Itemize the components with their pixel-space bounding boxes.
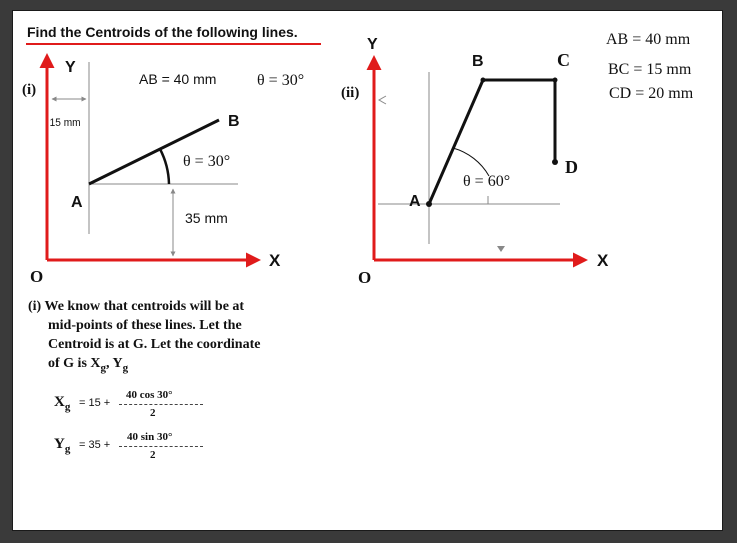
d1-given-theta: θ = 30° [257, 72, 305, 89]
d2-small-arrow-down [497, 246, 505, 252]
page-title: Find the Centroids of the following lines. [27, 24, 298, 40]
d2-point-a: A [409, 193, 421, 210]
d1-angle-arc [160, 149, 169, 184]
d2-small-arrow-left [379, 96, 386, 104]
solution-paragraph [28, 297, 318, 378]
d2-angle-label: θ = 60° [463, 173, 511, 190]
xg-denominator: 2 [150, 407, 156, 419]
d1-x-label: X [269, 251, 281, 270]
yg-denominator: 2 [150, 449, 156, 461]
d2-point-c: C [557, 50, 570, 70]
d2-angle-arc [453, 148, 489, 176]
d1-angle-label: θ = 30° [183, 153, 231, 170]
d2-point-b: B [472, 53, 484, 70]
d2-point-c-dot [553, 78, 558, 83]
xg-fraction-bar [119, 404, 203, 405]
solution-line-4 [28, 354, 318, 378]
solution-line-4-sub-2: g [122, 361, 129, 374]
xg-variable: $X_g$ [54, 394, 71, 413]
xg-numerator: 40 cos 30° [126, 389, 173, 401]
solution-line-4-prefix: of G is X [48, 356, 101, 371]
solution-line-4-sep: , Y [106, 356, 123, 371]
d1-origin-label: O [30, 267, 44, 286]
d2-given-bc: BC = 15 mm [608, 61, 692, 78]
diagram-2 [374, 58, 585, 260]
d1-given-ab: AB = 40 mm [139, 71, 217, 87]
d2-point-b-dot [481, 78, 486, 83]
d1-offset-x-label: 15 mm [49, 116, 81, 130]
yg-prefix: = 35 + [79, 439, 111, 451]
yg-fraction-bar [119, 446, 203, 447]
d1-y-label: Y [65, 59, 76, 76]
d1-line-ab [89, 120, 219, 184]
yg-numerator: 40 sin 30° [127, 431, 173, 443]
solution-line-1: (i) We know that centroids will be at [28, 299, 245, 314]
d1-point-a: A [71, 194, 83, 211]
d2-given-ab: AB = 40 mm [606, 31, 691, 48]
d2-label: (ii) [341, 85, 360, 101]
d1-offset-y-label: 35 mm [185, 210, 228, 226]
solution-line-4-sub-1: g [100, 361, 106, 374]
d2-origin-label: O [358, 268, 372, 287]
solution-line-2: mid-points of these lines. Let the [48, 318, 242, 333]
solution-line-3: Centroid is at G. Let the coordinate [48, 337, 261, 352]
d2-given-cd: CD = 20 mm [609, 85, 694, 102]
xg-prefix: = 15 + [79, 397, 111, 409]
d2-point-d: D [565, 157, 578, 177]
d2-x-label: X [597, 251, 609, 270]
d2-point-a-dot [426, 201, 432, 207]
d1-point-b: B [228, 113, 240, 130]
d2-point-d-dot [552, 159, 558, 165]
d2-y-label: Y [367, 36, 378, 53]
yg-variable: $Y_g$ [54, 436, 71, 455]
d1-label: (i) [22, 82, 37, 98]
